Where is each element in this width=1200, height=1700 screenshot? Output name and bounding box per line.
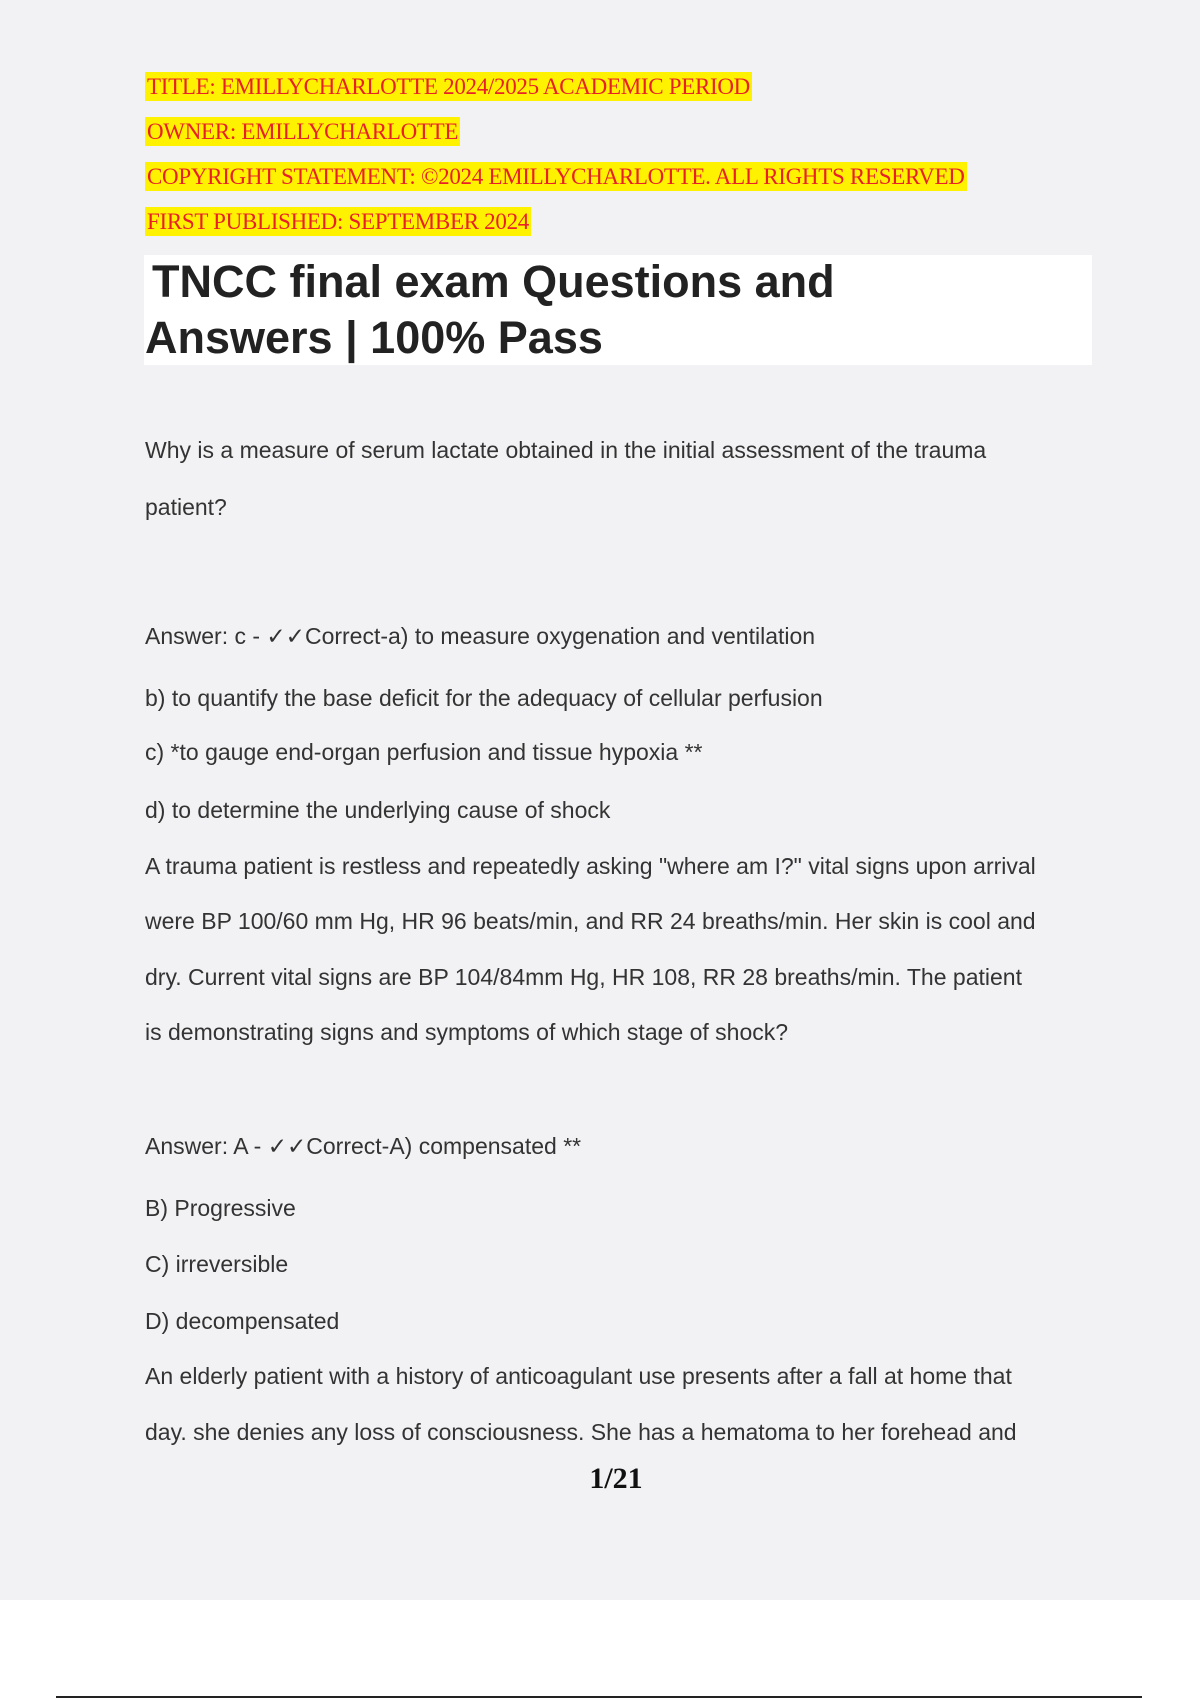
question-2-line-1: A trauma patient is restless and repeatedly asking "where am I?" vital signs upon arrival [145, 853, 1036, 879]
question-2-option-b: B) Progressive [145, 1195, 296, 1221]
question-3-line-1: An elderly patient with a history of anticoagulant use presents after a fall at home that [145, 1363, 1012, 1389]
question-2-line-4: is demonstrating signs and symptoms of which stage of shock? [145, 1019, 789, 1045]
page-number: 1/21 [589, 1462, 643, 1495]
question-2-line-2: were BP 100/60 mm Hg, HR 96 beats/min, and RR 24 breaths/min. Her skin is cool and [145, 908, 1036, 934]
question-1-option-b: b) to quantify the base deficit for the adequacy of cellular perfusion [145, 685, 823, 711]
footer-divider [56, 1696, 1142, 1698]
document-title-line-2: Answers | 100% Pass [145, 312, 603, 363]
question-2-option-d: D) decompensated [145, 1308, 340, 1334]
question-2-option-c: C) irreversible [145, 1251, 289, 1277]
question-1-line-1: Why is a measure of serum lactate obtained in the initial assessment of the trauma [145, 437, 987, 463]
meta-title: TITLE: EMILLYCHARLOTTE 2024/2025 ACADEMIC PERIOD [147, 74, 750, 99]
question-1-option-c: c) *to gauge end-organ perfusion and tissue hypoxia ** [145, 739, 703, 765]
meta-owner: OWNER: EMILLYCHARLOTTE [147, 119, 459, 144]
question-1-line-2: patient? [145, 494, 227, 520]
meta-published: FIRST PUBLISHED: SEPTEMBER 2024 [147, 209, 529, 234]
document-title [145, 254, 835, 366]
question-3-line-2: day. she denies any loss of consciousness. She has a hematoma to her forehead and [145, 1419, 1017, 1445]
question-2-line-3: dry. Current vital signs are BP 104/84mm Hg, HR 108, RR 28 breaths/min. The patient [145, 964, 1022, 990]
meta-copyright: COPYRIGHT STATEMENT: ©2024 EMILLYCHARLOTTE. ALL RIGHTS RESERVED [147, 164, 965, 189]
document-title-line-1: TNCC final exam Questions and [152, 256, 835, 307]
question-2-answer: Answer: A - ✓✓Correct-A) compensated ** [145, 1133, 582, 1159]
question-1-option-d: d) to determine the underlying cause of shock [145, 797, 611, 823]
question-1-answer: Answer: c - ✓✓Correct-a) to measure oxygenation and ventilation [145, 623, 816, 649]
